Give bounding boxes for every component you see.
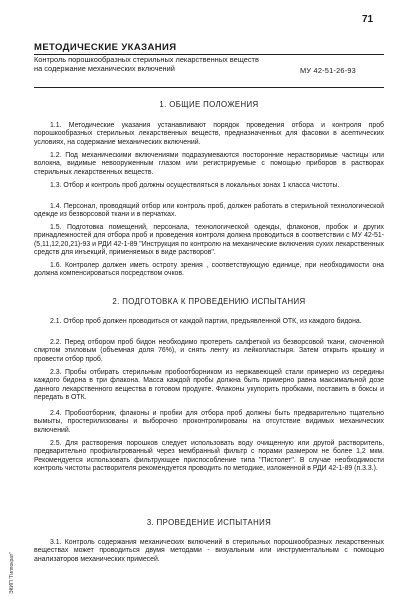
paragraph-1-5: 1.5. Подготовка помещений, персонала, технологической одежды, флаконов, пробок и других принадлежностей для отбора проб и проведения контроля должна проводиться в соответствии с МУ 42-51-(5,11,12,20,21)-93 и РДИ 42-1-89 "Инструкция по контролю на механические включения сухих лекарственных средств для инъекций, применяемых в виде растворов".: [34, 224, 384, 257]
paragraph-1-6: 1.6. Контролер должен иметь остроту зрения , соответствующую единице, при необходимости она должна компенсироваться посредством очков.: [34, 262, 384, 278]
paragraph-3-1: 3.1. Контроль содержания механических включений в стерильных порошкообразных лекарственных веществах может проводиться двумя методами - визуальным или инструментальным с помощью анализаторов механических примесей.: [34, 539, 384, 563]
section-heading-1: 1. ОБЩИЕ ПОЛОЖЕНИЯ: [159, 100, 259, 109]
paragraph-2-5: 2.5. Для растворения порошков следует использовать воду очищенную или другой растворитель, предварительно профильтрованный через мембранный фильтр с порами размером не более 1,2 мкм. Рекомендуется использовать фильтрующее приспособление типа "Пистолет". В случае необходимости контроль чистоты растворителя рекомендуется проводить по методике, изложенной в РДИ 42-1-89 (п.3.3.).: [34, 440, 384, 473]
document-title: Контроль порошкообразных стерильных лекарственных веществ на содержание механических включений: [34, 55, 259, 74]
section-heading-2: 2. ПОДГОТОВКА К ПРОВЕДЕНИЮ ИСПЫТАНИЯ: [112, 297, 306, 306]
paragraph-1-3: 1.3. Отбор и контроль проб должны осуществляться в локальных зонах 1 класса чистоты.: [50, 182, 340, 189]
section-heading-3: 3. ПРОВЕДЕНИЕ ИСПЫТАНИЯ: [146, 518, 272, 527]
paragraph-2-1: 2.1. Отбор проб должен проводиться от каждой партии, предъявленной ОТК, из каждого бидона.: [50, 318, 362, 325]
paragraph-1-1: 1.1. Методические указания устанавливают порядок проведения отбора и контроля проб порошкообразных стерильных лекарственных веществ, предназначенных для фасовки в асептических условиях, на содержание механических включений.: [34, 122, 384, 146]
paragraph-2-3: 2.3. Пробы отбирать стерильным пробоотборником из нержавеющей стали примерно из середины каждого бидона в три флакона. Масса каждой пробы должна быть примерно равна максимальной дозе данного лекарственного вещества в готовом продукте. Флаконы укупорить пробками, поставить в боксы и передать в ОТК.: [34, 369, 384, 402]
document-code: МУ 42-51-26-93: [300, 66, 356, 75]
paragraph-1-4: 1.4. Персонал, проводящий отбор или контроль проб, должен работать в стерильной технологической одежде из безворсовой ткани и в перчатках.: [34, 203, 384, 219]
series-title: МЕТОДИЧЕСКИЕ УКАЗАНИЯ: [34, 42, 384, 55]
paragraph-1-2: 1.2. Под механическими включениями подразумеваются посторонние нерастворимые частицы или волокна, видимые невооруженным глазом или регистрируемые с помощью приборов в растворах стерильных лекарственных веществ.: [34, 152, 384, 176]
paragraph-2-4: 2.4. Пробоотборник, флаконы и пробки для отбора проб должны быть предварительно тщательно вымыты, простерилизованы и выборочно проконтролированы на отсутствие видимых механических включений.: [34, 410, 384, 434]
paragraph-2-2: 2.2. Перед отбором проб бидон необходимо протереть салфеткой из безворсовой ткани, смоченной спиртом этиловым (объемная доля 76%), и снять ленту из лейкопластыря. Затем открыть крышку и провести отбор проб.: [34, 339, 384, 363]
header-divider: [34, 87, 384, 88]
sidebar-note: ЭКИП "Гиппократ": [9, 552, 15, 594]
page-number: 71: [362, 14, 374, 25]
